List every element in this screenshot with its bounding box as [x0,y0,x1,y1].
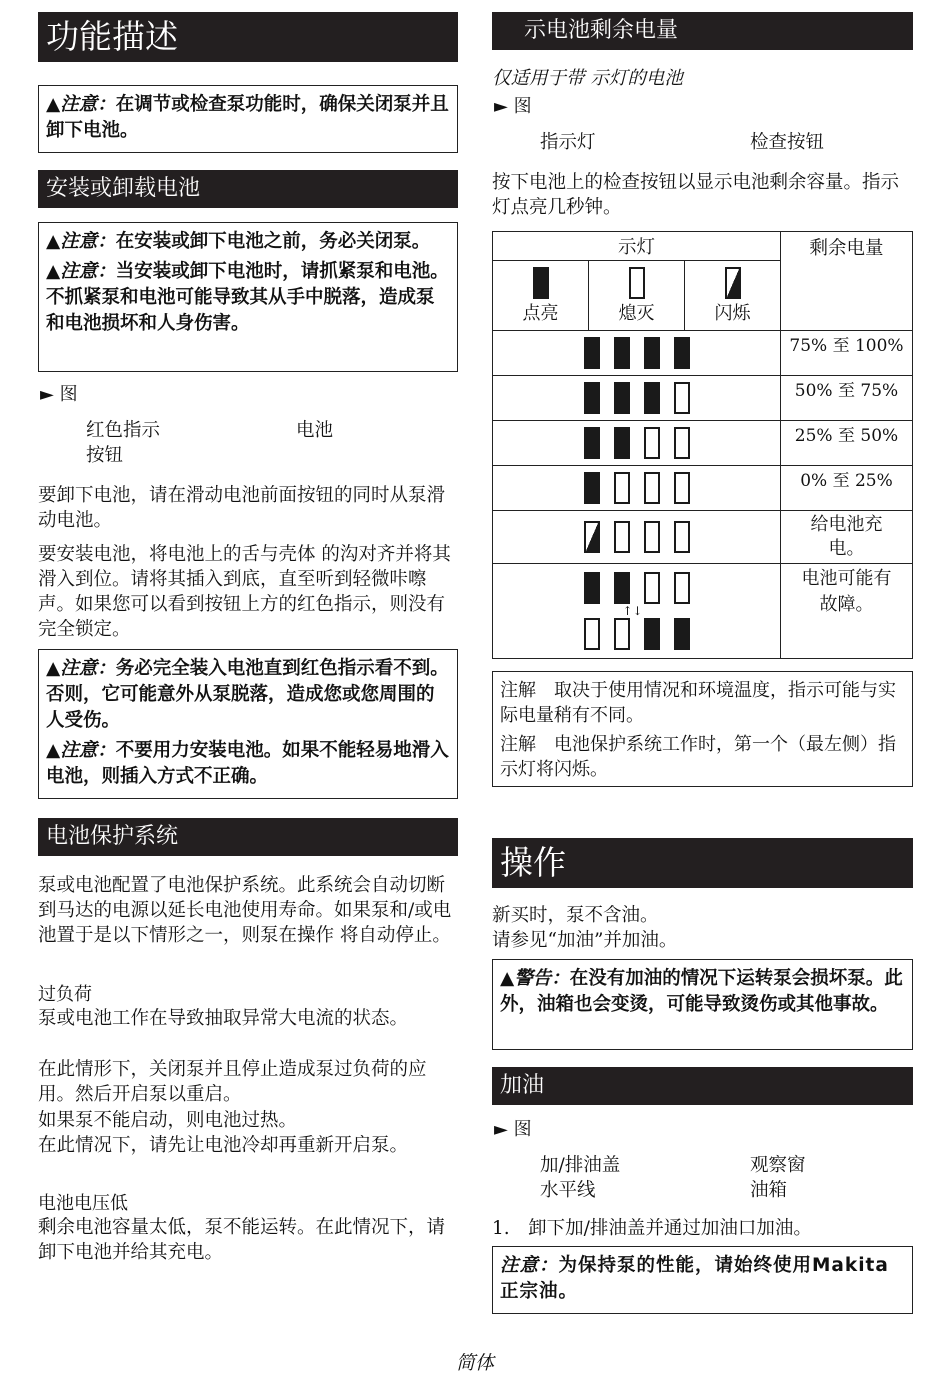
remaining-value: 电池可能有故障。 [781,564,913,659]
remaining-value: 50% 至 75% [781,376,913,421]
warning-label: 警告： [514,968,570,989]
paragraph-protection: 泵或电池配置了电池保护系统。此系统会自动切断到马达的电源以延长电池使用寿命。如果泵和/或电池置于是以下情形之一，则泵在操作 将自动停止。 [38,875,452,946]
table-row [493,331,913,376]
overload-text-2: 在此情形下，关闭泵并且停止造成泵过负荷的应用。然后开启泵以重启。 [38,1059,427,1105]
warning-text: 在没有加油的情况下运转泵会损坏泵。此外，油箱也会变烫，可能导致烫伤或其他事故。 [500,968,903,1015]
page-footer: 简体 [455,1352,494,1374]
legend-blink-label: 闪烁 [714,302,751,324]
indicator-lit-icon [644,337,660,369]
indicator-off-icon [629,267,645,299]
remaining-value: 给电池充电。 [781,511,913,564]
indicator-off-icon [584,618,600,650]
indicator-off-icon [674,472,690,504]
caption-level-line: 水平线 [540,1180,596,1201]
section-title-remaining: 示电池剩余电量 [492,12,913,50]
indicator-off-icon [644,472,660,504]
caption-battery: 电池 [296,420,334,441]
paragraph-install-battery: 要安装电池，将电池上的舌与壳体 的沟对齐并将其滑入到位。请将其插入到底，直至听到轻微咔嚓声。如果您可以看到按钮上方的红色指示，则没有完全锁定。 [38,544,451,640]
caution-box-oil [492,1246,913,1314]
indicator-lit-icon [644,618,660,650]
indicator-off-icon [614,618,630,650]
indicator-lit-icon [614,337,630,369]
indicator-off-icon [614,521,630,553]
indicator-lit-icon [644,382,660,414]
caution-text: 在调节或检查泵功能时，确保关闭泵并且卸下电池。 [46,94,449,141]
caution-text: 不要用力安装电池。如果不能轻易地滑入电池，则插入方式不正确。 [46,740,449,787]
indicator-lit-icon [584,572,600,604]
caption-sight-window: 观察窗 [750,1155,806,1176]
warning-box [492,959,913,1050]
caption-indicator: 指示灯 [540,132,596,153]
header-remaining: 剩余电量 [781,232,913,331]
header-lamp: 示灯 [493,232,781,261]
caution-label: 注意： [60,740,116,761]
remaining-value: 25% 至 50% [781,421,913,466]
left-column [38,0,458,1374]
indicator-lit-icon [584,337,600,369]
overload-text-3: 如果泵不能启动，则电池过热。 [38,1110,298,1131]
note-text: 电池保护系统工作时，第一个（最左侧）指示灯将闪烁。 [500,734,896,780]
caution-box-insert [38,649,458,799]
indicator-lit-icon [584,472,600,504]
table-row [493,564,913,659]
indicator-off-icon [614,472,630,504]
indicator-lit-icon [614,427,630,459]
indicator-off-icon [674,521,690,553]
indicator-off-icon [674,572,690,604]
caption-button: 按钮 [86,445,124,466]
warning-icon: ▲ [500,968,515,989]
indicator-lit-icon [674,337,690,369]
indicator-lit-icon [584,382,600,414]
caution-label: 注意： [60,231,116,252]
section-title-oiling: 加油 [492,1067,913,1105]
legend-blink [685,261,781,331]
note-text: 取决于使用情况和环境温度，指示可能与实际电量稍有不同。 [500,680,896,726]
indicator-lit-icon [533,267,549,299]
paragraph-remove-battery: 要卸下电池，请在滑动电池前面按钮的同时从泵滑动电池。 [38,485,446,531]
legend-off-label: 熄灭 [618,302,655,324]
indicator-off-icon [644,521,660,553]
legend-off [589,261,685,331]
caption-check-button: 检查按钮 [750,132,825,153]
warning-icon: ▲ [46,740,61,761]
indicator-off-icon [674,382,690,414]
legend-on-label: 点亮 [522,302,559,324]
warning-icon: ▲ [46,261,61,282]
indicator-blink-icon [725,267,741,299]
table-row [493,421,913,466]
operation-line-1: 新买时，泵不含油。 [492,905,659,926]
legend-on [493,261,589,331]
indicator-off-icon [644,572,660,604]
alternate-arrows-icon: ↑↓ [622,604,643,618]
caution-box-battery [38,222,458,372]
remaining-value: 75% 至 100% [781,331,913,376]
caption-red-indicator: 红色指示 [86,420,161,441]
remaining-value: 0% 至 25% [781,466,913,511]
section-title-function: 功能描述 [38,12,458,62]
caution-label: 注意： [60,94,116,115]
caution-text: 务必完全装入电池直到红色指示看不到。否则，它可能意外从泵脱落，造成您或您周围的人受伤。 [46,658,449,731]
note-label: 注解 [500,734,536,755]
subheading-overload: 过负荷 [38,984,92,1005]
caution-label: 注意： [500,1255,559,1276]
applies-note: 仅适用于带 示灯的电池 [492,68,683,89]
right-column [492,0,913,1374]
warning-icon: ▲ [46,231,61,252]
figure-label: ► 图 [40,384,78,405]
caution-text: 当安装或卸下电池时，请抓紧泵和电池。不抓紧泵和电池可能导致其从手中脱落，造成泵和电池损坏和人身伤害。 [46,261,449,334]
indicator-lit-icon [674,618,690,650]
section-title-protection: 电池保护系统 [38,818,458,856]
caution-text: 在安装或卸下电池之前，务必关闭泵。 [115,231,431,252]
indicator-blink-icon [584,521,600,553]
figure-label: ► 图 [494,1119,532,1140]
step-1: 1. 卸下加/排油盖并通过加油口加油。 [492,1218,812,1239]
caution-label: 注意： [60,658,116,679]
table-row [493,376,913,421]
section-title-operation: 操作 [492,838,913,888]
figure-label: ► 图 [494,96,532,117]
caution-label: 注意： [60,261,116,282]
low-voltage-text: 剩余电池容量太低，泵不能运转。在此情况下，请卸下电池并给其充电。 [38,1217,446,1263]
table-row [493,466,913,511]
subheading-low-voltage: 电池电压低 [38,1193,128,1214]
overload-text-4: 在此情况下，请先让电池冷却再重新开启泵。 [38,1135,409,1156]
battery-indicator-table [492,231,913,659]
indicator-lit-icon [614,382,630,414]
notes-box [492,671,913,787]
warning-icon: ▲ [46,94,61,115]
operation-line-2: 请参见“加油”并加油。 [492,930,678,951]
paragraph-check: 按下电池上的检查按钮以显示电池剩余容量。指示灯点亮几秒钟。 [492,172,900,218]
indicator-lit-icon [584,427,600,459]
note-label: 注解 [500,680,536,701]
caption-oil-tank: 油箱 [750,1180,788,1201]
overload-text-1: 泵或电池工作在导致抽取异常大电流的状态。 [38,1008,409,1029]
table-row [493,511,913,564]
caution-text: 为保持泵的性能，请始终使用Makita正宗油。 [500,1255,889,1302]
indicator-off-icon [644,427,660,459]
caution-box-adjust [38,85,458,153]
warning-icon: ▲ [46,658,61,679]
caption-oil-cap: 加/排油盖 [540,1155,621,1176]
indicator-off-icon [674,427,690,459]
section-title-battery: 安装或卸载电池 [38,170,458,208]
indicator-lit-icon [614,572,630,604]
